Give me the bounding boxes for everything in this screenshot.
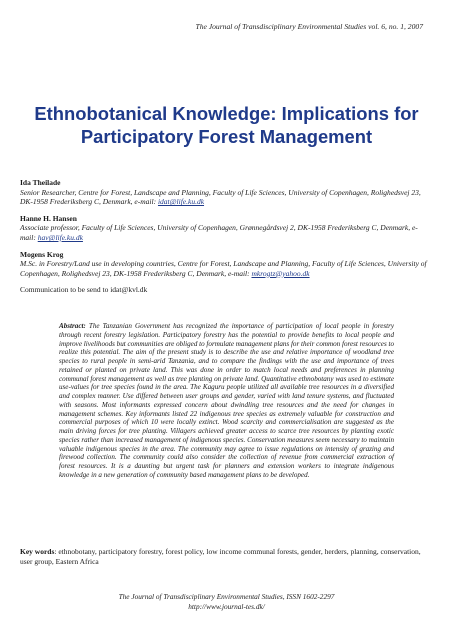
journal-header: The Journal of Transdisciplinary Environmental Studies vol. 6, no. 1, 2007 [195, 22, 423, 31]
author-name: Ida Theilade [20, 178, 61, 187]
keywords-text: : ethnobotany, participatory forestry, forest policy, low income communal forests, gender, herders, planning, conservation, user group, Eastern Africa [20, 547, 421, 566]
abstract-label: Abstract: [59, 322, 86, 330]
author-email-link[interactable]: hav@life.ku.dk [37, 232, 83, 242]
author-affiliation-line [20, 259, 431, 278]
author-entry [20, 214, 431, 243]
author-affiliation-line [20, 188, 431, 207]
author-affiliation-line [20, 223, 431, 242]
footer-url[interactable]: http://www.journal-tes.dk/ [188, 601, 265, 611]
paper-title [20, 102, 433, 148]
author-name: Mogens Krog [20, 249, 64, 259]
author-affiliation: M.Sc. in Forestry/Land use in developing countries, Centre for Forest, Landscape and Planning, Faculty of Life Sciences, University of Copenhagen, Rolighedsvej 23, DK-1958 Frederiksberg C, Denmark, e-mail: [20, 259, 427, 278]
author-email-link[interactable]: idat@life.ku.dk [157, 197, 205, 207]
journal-footer [30, 592, 423, 611]
title-line-1: Ethnobotanical Knowledge: Implications for [34, 103, 419, 124]
footer-issn: The Journal of Transdisciplinary Environmental Studies, ISSN 1602-2297 [118, 592, 335, 601]
author-affiliation: Associate professor, Faculty of Life Sciences, University of Copenhagen, Grønnegårdsvej 2, DK-1958 Frederiksberg C, Denmark, e-mail: [20, 223, 418, 242]
abstract-text: The Tanzanian Government has recognized the importance of participation of local people in forestry through recent forestry legislation. Participatory forestry has the potential to provide benefits to local people and improve livelihoods but communities are obliged to formulate management plans for their common forest resources to realize this potential. The aim of the present study is to describe the use and relative importance of woodland tree species to rural people in semi-arid Tanzania, and to compare the findings with the use and importance of trees retained or planted on private land. This was done in order to match local needs and preferences in planning communal forest management as well as tree planting on private land. Quantitative ethnobotany was used to estimate use-values for tree species found in the area. The Kaguru people utilized all available tree resources in a diversified and complex manner. Use differed between user groups and gender, varied with land tenure systems, and fluctuated with seasons. Most informants expressed concern about dwindling tree resources and the need for changes in management schemes. Key informants listed 22 indigenous tree species as extremely valuable for construction and commercial purposes of which 10 were locally extinct. Wood scarcity and commercialisation are suggested as the main driving forces for tree planting. Villagers achieved greater access to scarce tree resources by planting exotic species rather than increased management of indigenous species. Conservation measures seem necessary to maintain valuable indigenous species in the area. The community may agree to issue regulations on intensity of grazing and firewood collection. The community could also consider the collection of revenue from commercial extraction of forest resources. It is a daunting but urgent task for planners and extension workers to integrate indigenous knowledge in a new generation of community based management plans to be developed. [59, 322, 395, 479]
author-entry [20, 250, 431, 279]
keywords [20, 547, 431, 566]
keywords-label: Key words [20, 547, 55, 556]
author-entry [20, 178, 431, 207]
title-line-2: Participatory Forest Management [80, 126, 373, 147]
author-name: Hanne H. Hansen [20, 213, 77, 223]
abstract [59, 322, 394, 480]
author-email-link[interactable]: mkrogtz@yahoo.dk [251, 268, 310, 278]
author-affiliation: Senior Researcher, Centre for Forest, Landscape and Planning, Faculty of Life Sciences, University of Copenhagen, Rolighedsvej 23, DK-1958 Frederiksberg C, Denmark, e-mail: [20, 187, 421, 207]
author-block [20, 178, 431, 295]
communication-note: Communication to be send to idat@kvl.dk [20, 285, 148, 295]
